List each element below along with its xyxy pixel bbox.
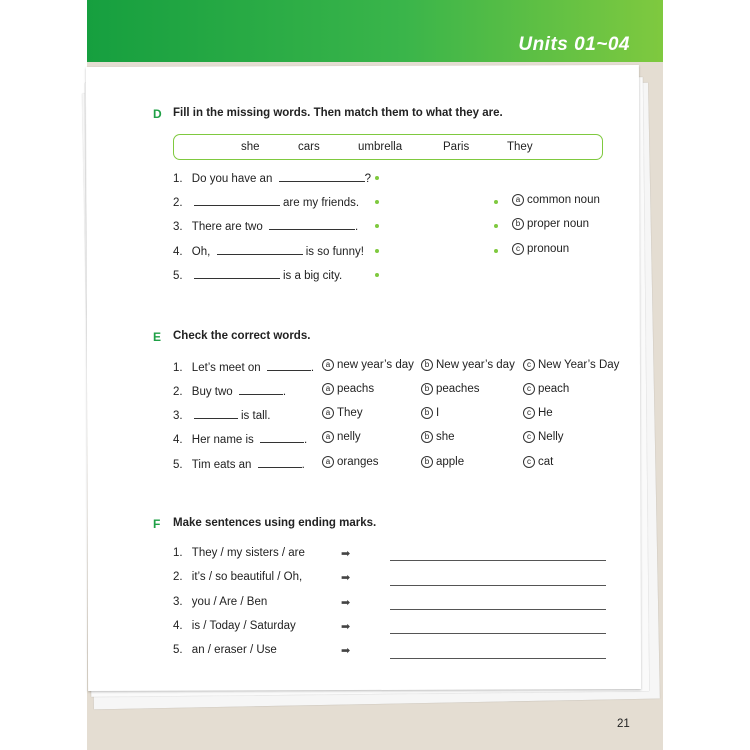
- choice-option[interactable]: [421, 456, 464, 468]
- section-e-title: Check the correct words.: [173, 330, 311, 342]
- arrow-right-icon: ➡: [341, 645, 351, 657]
- choice-option[interactable]: [421, 383, 479, 395]
- choice-text: New Year’s Day: [538, 359, 620, 371]
- choice-option[interactable]: [322, 456, 379, 468]
- option-letter-circle: a: [322, 456, 334, 468]
- choice-option[interactable]: [322, 383, 374, 395]
- question-number: 3.: [173, 410, 183, 422]
- choice-option[interactable]: [523, 431, 564, 443]
- option-letter-circle: c: [512, 243, 524, 255]
- sentence-row: [173, 571, 302, 583]
- section-f-letter: F: [153, 517, 161, 531]
- answer-blank[interactable]: [269, 218, 355, 230]
- question-text-after: .: [304, 434, 308, 446]
- choice-text: peach: [538, 383, 570, 395]
- match-option: [512, 218, 589, 230]
- choice-option[interactable]: [421, 431, 455, 443]
- option-letter-circle: a: [322, 407, 334, 419]
- word-bank-item: Paris: [443, 141, 470, 153]
- match-option: [512, 194, 600, 206]
- question-text-after: is so funny!: [305, 246, 364, 258]
- choice-option[interactable]: [523, 456, 553, 468]
- arrow-right-icon: ➡: [341, 621, 351, 633]
- question-text-before: Tim eats an: [191, 459, 252, 471]
- question-row: [173, 456, 305, 471]
- sentence-row: [173, 596, 267, 608]
- section-d-title: Fill in the missing words. Then match them to what they are.: [173, 107, 503, 119]
- option-letter-circle: b: [421, 359, 433, 371]
- answer-line[interactable]: [390, 585, 606, 586]
- word-bank-item: she: [241, 141, 260, 153]
- question-row: [173, 218, 358, 233]
- question-row: [173, 359, 314, 374]
- question-number: 1.: [173, 547, 183, 559]
- choice-text: apple: [436, 456, 465, 468]
- match-option-text: common noun: [527, 194, 600, 206]
- choice-option[interactable]: [322, 407, 363, 419]
- units-title: Units 01~04: [518, 34, 630, 55]
- question-text-after: .: [282, 386, 287, 398]
- word-bank-item: cars: [298, 141, 320, 153]
- scrambled-words: They / my sisters / are: [191, 547, 305, 559]
- option-letter-circle: a: [322, 383, 334, 395]
- answer-blank[interactable]: [279, 170, 365, 182]
- match-dot[interactable]: [375, 224, 379, 228]
- option-letter-circle: c: [523, 383, 535, 395]
- choice-text: He: [538, 407, 553, 419]
- match-dot[interactable]: [375, 273, 379, 277]
- choice-option[interactable]: [523, 383, 569, 395]
- question-text-before: Her name is: [191, 434, 254, 446]
- match-option: [512, 243, 569, 255]
- scrambled-words: is / Today / Saturday: [191, 620, 296, 632]
- answer-line[interactable]: [390, 609, 606, 610]
- option-letter-circle: b: [421, 383, 433, 395]
- question-number: 3.: [173, 596, 183, 608]
- question-number: 4.: [173, 434, 183, 446]
- choice-text: peaches: [436, 383, 480, 395]
- question-row: [173, 383, 286, 398]
- question-number: 5.: [173, 270, 183, 282]
- word-bank-item: They: [507, 141, 533, 153]
- scrambled-words: it’s / so beautiful / Oh,: [191, 571, 303, 583]
- word-bank-item: umbrella: [358, 141, 403, 153]
- question-row: [173, 407, 270, 422]
- match-dot[interactable]: [494, 249, 498, 253]
- match-dot[interactable]: [494, 224, 498, 228]
- question-number: 1.: [173, 362, 183, 374]
- answer-blank[interactable]: [258, 456, 302, 468]
- scrambled-words: you / Are / Ben: [191, 596, 268, 608]
- option-letter-circle: b: [421, 431, 433, 443]
- question-text-after: are my friends.: [283, 197, 360, 209]
- question-text-before: Do you have an: [191, 173, 273, 185]
- question-text-after: .: [310, 362, 315, 374]
- option-letter-circle: a: [322, 431, 334, 443]
- arrow-right-icon: ➡: [341, 597, 351, 609]
- question-number: 1.: [173, 173, 183, 185]
- choice-text: nelly: [337, 431, 361, 443]
- answer-blank[interactable]: [267, 359, 311, 371]
- choice-text: They: [337, 407, 363, 419]
- option-letter-circle: c: [523, 431, 535, 443]
- option-letter-circle: b: [421, 456, 433, 468]
- match-dot[interactable]: [375, 176, 379, 180]
- option-letter-circle: b: [512, 218, 524, 230]
- choice-text: new year’s day: [337, 359, 414, 371]
- answer-blank[interactable]: [194, 194, 280, 206]
- scrambled-words: an / eraser / Use: [191, 644, 277, 656]
- question-text-after: .: [301, 459, 305, 471]
- answer-blank[interactable]: [194, 267, 280, 279]
- choice-option[interactable]: [523, 359, 619, 371]
- question-row: [173, 267, 342, 282]
- choice-text: New year’s day: [436, 359, 515, 371]
- section-d-letter: D: [153, 107, 162, 121]
- question-text-after: ?: [364, 173, 371, 185]
- question-number: 5.: [173, 644, 183, 656]
- sentence-row: [173, 620, 296, 632]
- question-number: 2.: [173, 386, 183, 398]
- answer-line[interactable]: [390, 560, 606, 561]
- question-number: 3.: [173, 221, 183, 233]
- answer-blank[interactable]: [217, 243, 303, 255]
- option-letter-circle: c: [523, 359, 535, 371]
- choice-text: peachs: [337, 383, 375, 395]
- question-text-before: Oh,: [191, 246, 211, 258]
- choice-text: she: [436, 431, 455, 443]
- answer-blank[interactable]: [194, 407, 238, 419]
- choice-text: oranges: [337, 456, 379, 468]
- question-text-before: There are two: [191, 221, 263, 233]
- answer-line[interactable]: [390, 633, 606, 634]
- question-row: [173, 243, 364, 258]
- section-f-title: Make sentences using ending marks.: [173, 517, 377, 529]
- question-text-after: .: [354, 221, 359, 233]
- question-text-before: Let’s meet on: [191, 362, 261, 374]
- question-number: 4.: [173, 620, 183, 632]
- match-dot[interactable]: [375, 249, 379, 253]
- choice-option[interactable]: [322, 431, 361, 443]
- choice-option[interactable]: [421, 407, 439, 419]
- match-dot[interactable]: [494, 200, 498, 204]
- choice-option[interactable]: [523, 407, 553, 419]
- option-letter-circle: a: [322, 359, 334, 371]
- question-number: 5.: [173, 459, 183, 471]
- choice-text: Nelly: [538, 431, 564, 443]
- choice-text: cat: [538, 456, 554, 468]
- question-row: [173, 170, 371, 185]
- question-row: [173, 194, 359, 209]
- option-letter-circle: b: [421, 407, 433, 419]
- page-number: 21: [617, 718, 630, 730]
- question-text-after: is tall.: [241, 410, 271, 422]
- question-row: [173, 431, 307, 446]
- choice-option[interactable]: [421, 359, 515, 371]
- answer-line[interactable]: [390, 658, 606, 659]
- sentence-row: [173, 644, 277, 656]
- option-letter-circle: c: [523, 456, 535, 468]
- match-option-text: proper noun: [527, 218, 590, 230]
- question-number: 2.: [173, 197, 183, 209]
- question-text-before: Buy two: [191, 386, 233, 398]
- question-text-after: is a big city.: [283, 270, 343, 282]
- arrow-right-icon: ➡: [341, 572, 351, 584]
- sentence-row: [173, 547, 305, 559]
- question-number: 2.: [173, 571, 183, 583]
- section-e-letter: E: [153, 330, 162, 344]
- answer-blank[interactable]: [239, 383, 283, 395]
- match-option-text: pronoun: [527, 243, 570, 255]
- answer-blank[interactable]: [260, 431, 304, 443]
- arrow-right-icon: ➡: [341, 548, 351, 560]
- option-letter-circle: c: [523, 407, 535, 419]
- match-dot[interactable]: [375, 200, 379, 204]
- choice-option[interactable]: [322, 359, 414, 371]
- choice-text: I: [436, 407, 440, 419]
- question-number: 4.: [173, 246, 183, 258]
- option-letter-circle: a: [512, 194, 524, 206]
